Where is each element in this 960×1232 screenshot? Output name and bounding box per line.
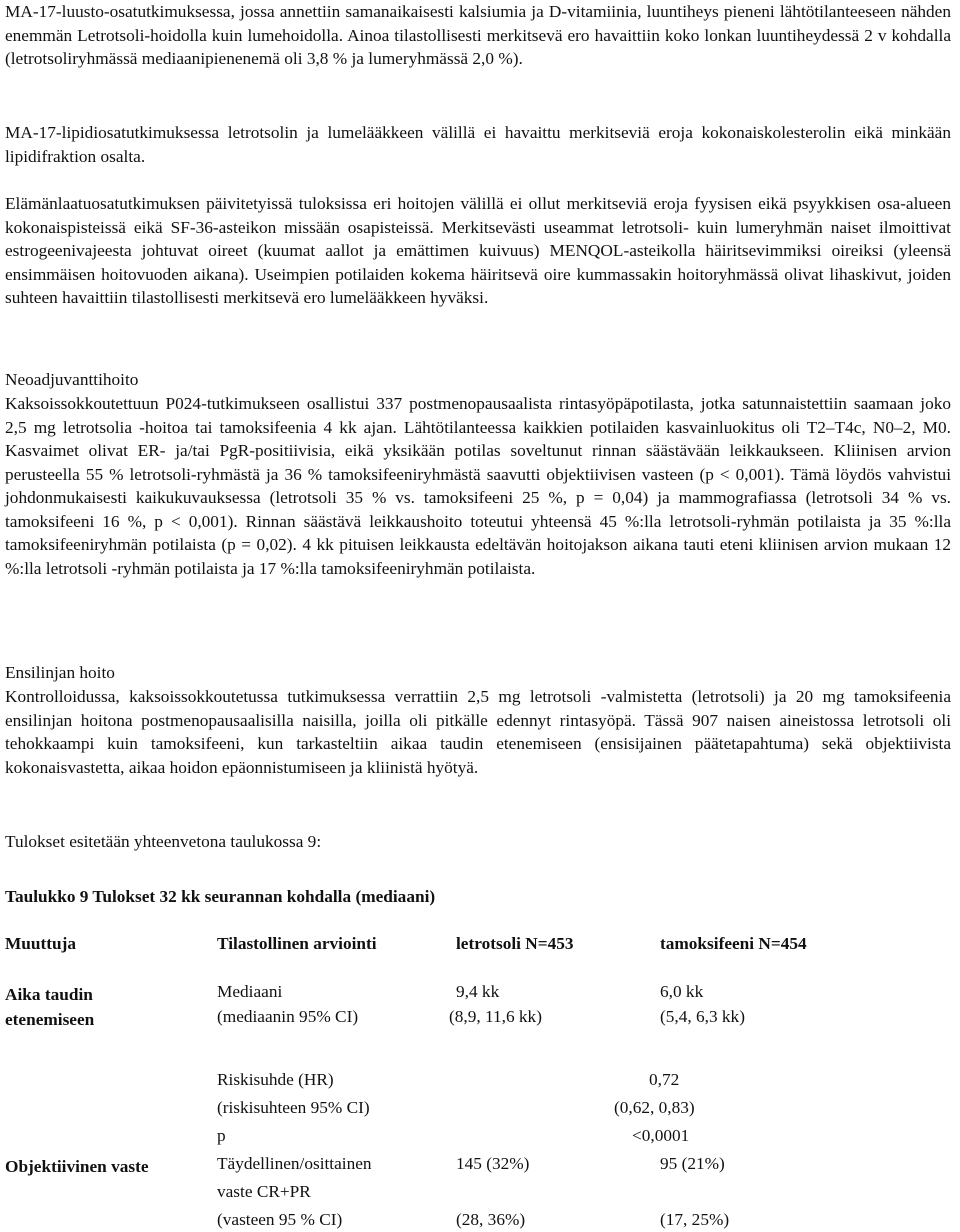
table-header-statistic: Tilastollinen arviointi (217, 934, 377, 953)
table-cell-median-ci-tamoxifen: (5,4, 6,3 kk) (660, 1007, 745, 1026)
table-cell-hr-ci-value: (0,62, 0,83) (614, 1098, 695, 1117)
table-cell-median-ci-label: (mediaanin 95% CI) (217, 1007, 359, 1026)
paragraph-quality-of-life: Elämänlaatuosatutkimuksen päivitetyissä tuloksissa eri hoitojen välillä ei ollut merkitseviä eroja fyysisen eikä psyykkisen osa-alueen kokonaispisteissä eikä SF-36-asteikon missään osapisteissä. Merkitsevästi useammat letrotsoli- kuin lumeryhmän naiset ilmoittivat estrogeenivajeesta johtuvat oireet (kuumat aallot ja emättimen kuivuus) MENQOL-asteikolla häiritsevimmiksi oireiksi (yleensä ensimmäisen hoitovuoden aikana). Useimpien potilaiden kokema häiritsevä oire kummassakin hoitoryhmässä olivat lihaskivut, joiden suhteen havaittiin tilastollisesti merkitsevä ero lumelääkkeen hyväksi. (5, 194, 951, 307)
table-cell-response-ci-letrozole: (28, 36%) (456, 1210, 526, 1229)
table-var-ttp-line2: etenemiseen (5, 1010, 95, 1029)
table-var-ttp-line1: Aika taudin (5, 985, 93, 1004)
table-cell-hr-value: 0,72 (649, 1070, 680, 1089)
table-cell-response-ci-tamoxifen: (17, 25%) (660, 1210, 730, 1229)
table-cell-hr-label: Riskisuhde (HR) (217, 1070, 334, 1089)
table-cell-hr-ci-label: (riskisuhteen 95% CI) (217, 1098, 370, 1117)
table-cell-response-ci-label: (vasteen 95 % CI) (217, 1210, 343, 1229)
table-caption: Taulukko 9 Tulokset 32 kk seurannan kohdalla (mediaani) (5, 887, 436, 906)
table-cell-median-tamoxifen: 6,0 kk (660, 982, 704, 1001)
paragraph-neoadjuvant: Kaksoissokkoutettuun P024-tutkimukseen osallistui 337 postmenopausaalista rintasyöpäpotilasta, jotka satunnaistettiin saamaan joko 2,5 mg letrotsolia -hoitoa tai tamoksifeenia 4 kk ajan. Lähtötilanteessa kaikkien potilaiden kasvainluokitus oli T2–T4c, N0–2, M0. Kasvaimet olivat ER- ja/tai PgR-positiivisia, eikä yksikään potilas soveltunut rinnan säästävään leikkaukseen. Kliinisen arvion perusteella 55 % letrotsoli-ryhmästä ja 36 % tamoksifeeniryhmästä saavutti objektiivisen vasteen (p < 0,001). Tämä löydös vahvistui johdonmukaisesti kaikukuvauksessa (letrotsoli 35 % vs. tamoksifeeni 25 %, p = 0,04) ja mammografiassa (letrotsoli 34 % vs. tamoksifeeni 16 %, p < 0,001). Rinnan säästävä leikkaushoito toteutui yhteensä 45 %:lla letrotsoli-ryhmän potilaista ja 35 %:lla tamoksifeeniryhmän potilaista (p = 0,02). 4 kk pituisen leikkausta edeltävän hoitojakson aikana tauti eteni kliinisen arvion mukaan 12 %:lla letrotsoli -ryhmän potilaista ja 17 %:lla tamoksifeeniryhmän potilaista. (5, 394, 951, 578)
heading-first-line: Ensilinjan hoito (5, 663, 115, 682)
table-cell-response-label: Täydellinen/osittainen (217, 1154, 372, 1173)
table-header-tamoxifen: tamoksifeeni N=454 (660, 934, 807, 953)
table-cell-p-value: <0,0001 (632, 1126, 690, 1145)
paragraph-table-intro: Tulokset esitetään yhteenvetona taulukossa 9: (5, 832, 322, 851)
table-cell-p-label: p (217, 1126, 226, 1145)
paragraph-bone-substudy: MA-17-luusto-osatutkimuksessa, jossa annettiin samanaikaisesti kalsiumia ja D-vitamiinia, luuntiheys pieneni lähtötilanteeseen nähden enemmän Letrotsoli-hoidolla kuin lumehoidolla. Ainoa tilastollisesti merkitsevä ero havaittiin koko lonkan luuntiheydessä 2 v kohdalla (letrotsoliryhmässä mediaanipienenemä oli 3,8 % ja lumeryhmässä 2,0 %). (5, 2, 951, 68)
table-cell-median-ci-letrozole: (8,9, 11,6 kk) (449, 1007, 542, 1026)
table-header-letrozole: letrotsoli N=453 (456, 934, 574, 953)
table-cell-response-label-2: vaste CR+PR (217, 1182, 311, 1201)
table-cell-median-letrozole: 9,4 kk (456, 982, 500, 1001)
paragraph-first-line: Kontrolloidussa, kaksoissokkoutetussa tutkimuksessa verrattiin 2,5 mg letrotsoli -valmistetta (letrotsoli) ja 20 mg tamoksifeenia ensilinjan hoitona postmenopausaalisilla naisilla, joilla oli pitkälle edennyt rintasyöpä. Tässä 907 naisen aineistossa letrotsoli oli tehokkaampi kuin tamoksifeeni, kun tarkasteltiin aikaa taudin etenemiseen (ensisijainen päätetapahtuma) sekä objektiivista kokonaisvastetta, aikaa hoidon epäonnistumiseen ja kliinistä hyötyä. (5, 687, 951, 777)
paragraph-lipid-substudy: MA-17-lipidiosatutkimuksessa letrotsolin ja lumelääkkeen välillä ei havaittu merkitseviä eroja kokonaiskolesterolin eikä minkään lipidifraktion osalta. (5, 123, 951, 166)
table-header-variable: Muuttuja (5, 934, 77, 953)
heading-neoadjuvant: Neoadjuvanttihoito (5, 370, 139, 389)
table-cell-response-tamoxifen: 95 (21%) (660, 1154, 725, 1173)
table-cell-median-label: Mediaani (217, 982, 283, 1001)
table-var-objective-response: Objektiivinen vaste (5, 1157, 149, 1176)
table-cell-response-letrozole: 145 (32%) (456, 1154, 530, 1173)
